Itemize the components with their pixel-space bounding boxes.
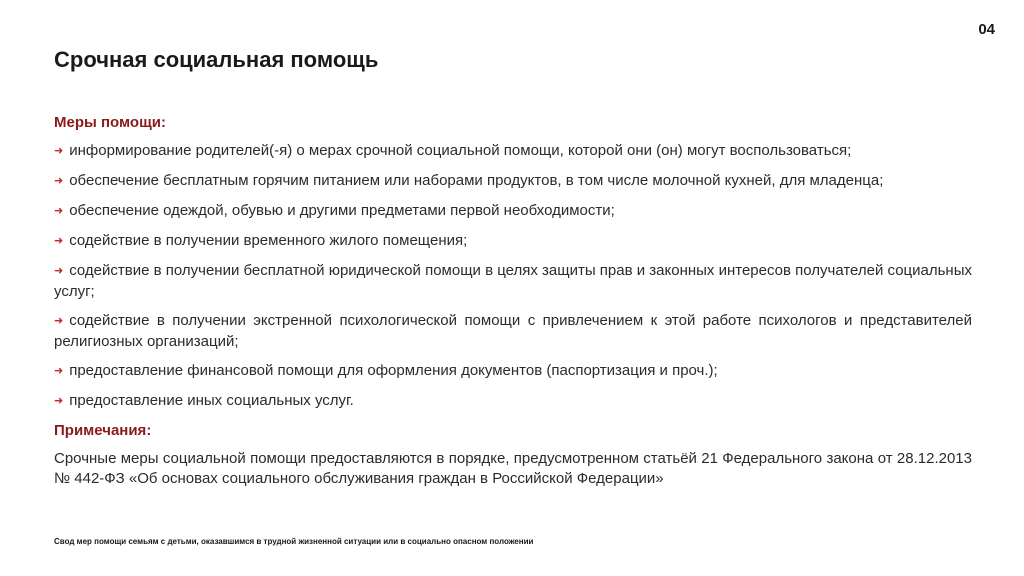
list-item-text: содействие в получении экстренной психологической помощи с привлечением к этой работе психологов и представителей религиозных организаций; — [54, 312, 972, 350]
content — [54, 113, 972, 489]
arrow-right-icon: ➜ — [54, 235, 64, 247]
list-item — [54, 391, 972, 412]
arrow-right-icon: ➜ — [54, 315, 64, 327]
footer-caption: Свод мер помощи семьям с детьми, оказавшимся в трудной жизненной ситуации или в социально опасном положении — [54, 537, 534, 546]
list-item — [54, 261, 972, 302]
notes-heading: Примечания: — [54, 422, 152, 439]
page-number: 04 — [978, 21, 995, 38]
list-item-text: предоставление финансовой помощи для оформления документов (паспортизация и проч.); — [69, 362, 718, 379]
notes-text: Срочные меры социальной помощи предоставляются в порядке, предусмотренном статьёй 21 Федерального закона от 28.12.2013 № 442-ФЗ «Об основах социального обслуживания граждан в Российской Федерации» — [54, 450, 972, 487]
list-item-text: информирование родителей(-я) о мерах срочной социальной помощи, которой они (он) могут воспользоваться; — [69, 142, 852, 159]
arrow-right-icon: ➜ — [54, 145, 64, 157]
measures-heading: Меры помощи: — [54, 114, 166, 131]
list-item — [54, 231, 972, 252]
list-item — [54, 171, 972, 192]
list-item-text: содействие в получении временного жилого помещения; — [69, 232, 468, 249]
arrow-right-icon: ➜ — [54, 395, 64, 407]
list-item-text: предоставление иных социальных услуг. — [69, 392, 354, 409]
page-title: Срочная социальная помощь — [54, 47, 379, 72]
list-item — [54, 361, 972, 382]
list-item — [54, 141, 972, 162]
arrow-right-icon: ➜ — [54, 265, 64, 277]
list-item-text: обеспечение бесплатным горячим питанием или наборами продуктов, в том числе молочной кухней, для младенца; — [69, 172, 884, 189]
list-item — [54, 311, 972, 352]
list-item-text: содействие в получении бесплатной юридической помощи в целях защиты прав и законных интересов получателей социальных услуг; — [54, 262, 972, 300]
measures-list — [54, 141, 972, 412]
list-item — [54, 201, 972, 222]
list-item-text: обеспечение одеждой, обувью и другими предметами первой необходимости; — [69, 202, 615, 219]
arrow-right-icon: ➜ — [54, 365, 64, 377]
arrow-right-icon: ➜ — [54, 205, 64, 217]
arrow-right-icon: ➜ — [54, 175, 64, 187]
